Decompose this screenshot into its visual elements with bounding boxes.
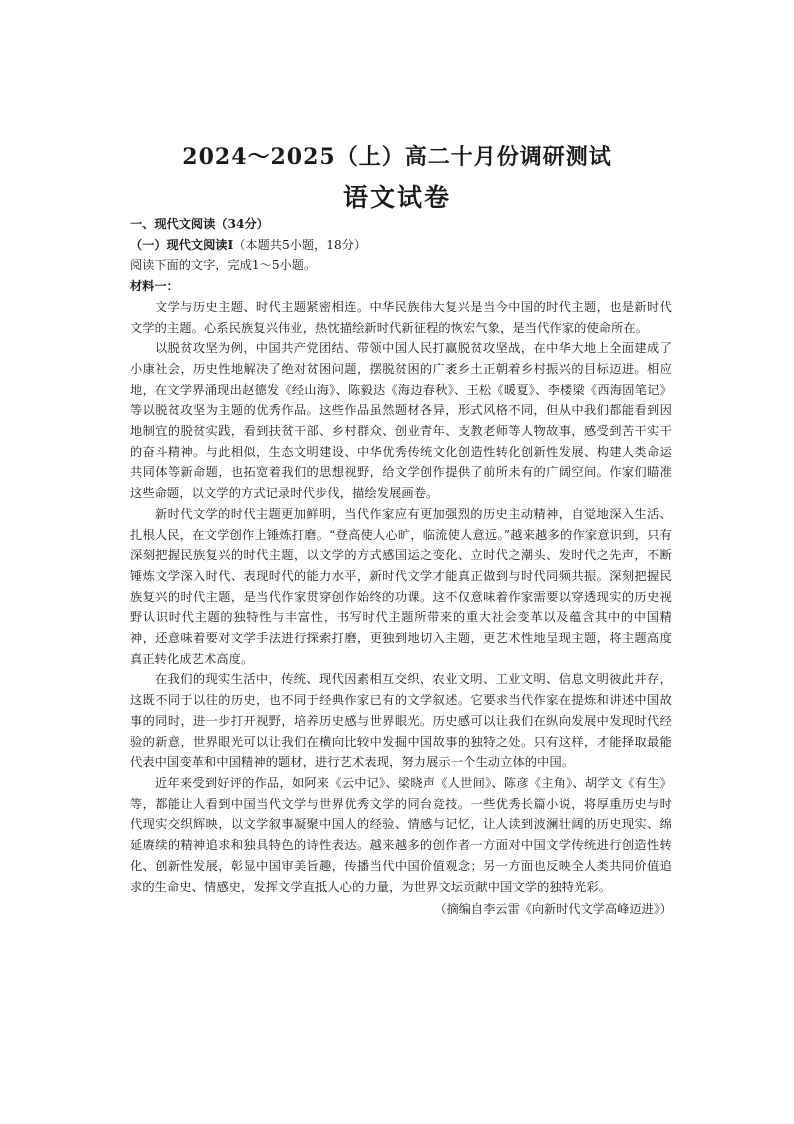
section-heading: 一、现代文阅读（34分） [130, 217, 269, 231]
paragraph-5: 近年来受到好评的作品，如阿来《云中记》、梁晓声《人世间》、陈彦《主角》、胡学文《有生》等，都能让人看到中国当代文学与世界优秀文学的同台竞技。一些优秀长篇小说，将厚重历史与时代现实交织辉映，以文学叙事凝聚中国人的经验、情感与记忆，让人读到波澜壮阔的历史现实、绵延赓续的精神追求和独具特色的诗性表达。越来越多的创作者一方面对中国文学传统进行创造性转化、创新性发展，彰显中国审美旨趣，传播当代中国价值观念；另一方面也反映全人类共同价值追求的生命史、情感史，发挥文学直抵人心的力量，为世界文坛贡献中国文学的独特光彩。 [130, 775, 672, 894]
paragraph-1: 文学与历史主题、时代主题紧密相连。中华民族伟大复兴是当今中国的时代主题，也是新时代文学的主题。心系民族复兴伟业，热忱描绘新时代新征程的恢宏气象，是当代作家的使命所在。 [130, 299, 672, 335]
exam-title: 2024～2025（上）高二十月份调研测试 [182, 144, 612, 170]
source-note: （摘编自李云雷《向新时代文学高峰迈进》） [434, 902, 672, 917]
subject-title: 语文试卷 [342, 183, 451, 212]
reading-instruction: 阅读下面的文字，完成1～5小题。 [130, 258, 317, 273]
paragraph-4: 在我们的现实生活中，传统、现代因素相互交织，农业文明、工业文明、信息文明彼此并存，这既不同于以往的历史，也不同于经典作家已有的文学叙述。它要求当代作家在提炼和讲述中国故事的同时，进一步打开视野，培养历史感与世界眼光。历史感可以让我们在纵向发展中发现时代经验的新意，世界眼光可以让我们在横向比较中发掘中国故事的独特之处。只有这样，才能择取最能代表中国变革和中国精神的题材，进行艺术表现，努力展示一个生动立体的中国。 [130, 672, 672, 770]
paragraph-2: 以脱贫攻坚为例，中国共产党团结、带领中国人民打赢脱贫攻坚战，在中华大地上全面建成了小康社会，历史性地解决了绝对贫困问题，摆脱贫困的广袤乡土正朝着乡村振兴的目标迈进。相应地，在文学界涌现出赵德发《经山海》、陈毅达《海边春秋》、王松《暖夏》、李楼梁《西海固笔记》等以脱贫攻坚为主题的优秀作品。这些作品虽然题材各异，形式风格不同，但从中我们都能看到因地制宜的脱贫实践，看到扶贫干部、乡村群众、创业青年、支教老师等人物故事，感受到苦干实干的奋斗精神。与此相似，生态文明建设、中华优秀传统文化创造性转化创新性发展、构建人类命运共同体等新命题，也拓宽着我们的思想视野，给文学创作提供了前所未有的广阔空间。作家们瞄准这些命题，以文学的方式记录时代步伐，描绘发展画卷。 [130, 341, 672, 501]
paragraph-3: 新时代文学的时代主题更加鲜明，当代作家应有更加强烈的历史主动精神，自觉地深入生活、扎根人民，在文学创作上锤炼打磨。“登高使人心旷，临流使人意远。”越来越多的作家意识到，只有深刻把握民族复兴的时代主题，以文学的方式感国运之变化、立时代之潮头、发时代之先声，不断锤炼文学深入时代、表现时代的能力水平，新时代文学才能真正做到与时代同频共振。深刻把握民族复兴的时代主题，是当代作家贯穿创作始终的功课。这不仅意味着作家需要以穿透现实的历史视野认识时代主题的独特性与丰富性，书写时代主题所带来的重大社会变革以及蕴含其中的中国精神，还意味着要对文学手法进行探索打磨，更独到地切入主题，更艺术性地呈现主题，将主题高度真正转化成艺术高度。 [130, 506, 672, 666]
exam-content [130, 214, 672, 920]
sub-section-note: （本题共5小题，18分） [233, 237, 367, 252]
material-label: 材料一： [130, 279, 179, 294]
sub-section-title: （一）现代文阅读Ⅰ [130, 237, 234, 252]
sub-section-heading [130, 235, 672, 256]
